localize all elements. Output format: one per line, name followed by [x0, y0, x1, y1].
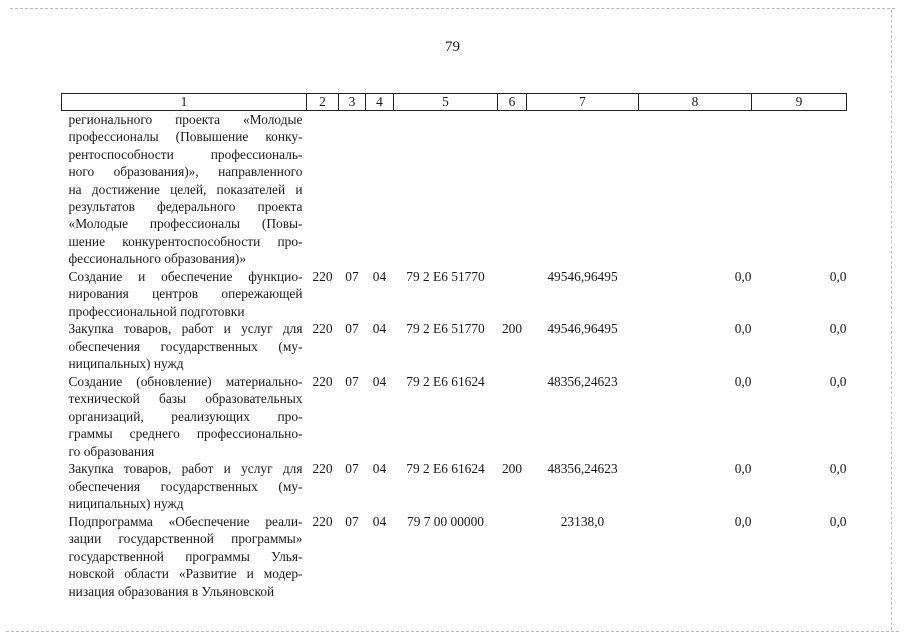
cell-expense-type: [498, 111, 527, 268]
description-line: рентоспособности профессиональ-: [68, 146, 303, 162]
cell-section: 07: [345, 513, 359, 529]
column-header: 8: [639, 94, 752, 111]
cell-amount-2023: 0,0: [829, 374, 847, 390]
cell-amount-2023: 0,0: [829, 321, 847, 337]
column-header: 1: [62, 94, 307, 111]
cell-target-item: 79 2 E6 51770: [406, 268, 485, 284]
description-line: фессионального образования)»: [68, 251, 247, 267]
description-line: организаций, реализующих про-: [68, 408, 303, 424]
description-line: профессиональной подготовки: [68, 303, 245, 319]
cell-expense-type: 200: [501, 321, 523, 337]
column-header: 2: [307, 94, 339, 111]
description-line: зации государственной программы»: [68, 531, 303, 547]
column-header: 3: [339, 94, 366, 111]
description-line: низация образования в Ульяновской: [68, 583, 275, 599]
cell-amount-2023: [752, 111, 847, 268]
cell-subsection: 04: [372, 513, 387, 529]
column-header: 7: [527, 94, 639, 111]
description-line: на достижение целей, показателей и: [68, 181, 303, 197]
row-description: [62, 373, 307, 460]
row-description: [62, 320, 307, 373]
cell-chapter: [307, 111, 339, 268]
budget-table: [61, 93, 847, 600]
cell-chapter: 220: [312, 461, 333, 477]
description-line: обеспечения государственных (му-: [68, 338, 303, 354]
cell-amount-2023: 0,0: [829, 268, 847, 284]
column-header: 4: [366, 94, 394, 111]
cell-amount-2023: 0,0: [829, 461, 847, 477]
cell-subsection: [366, 111, 394, 268]
cell-target-item: [394, 111, 498, 268]
description-line: новской области «Развитие и модер-: [68, 566, 303, 582]
cell-amount-2021: 49546,96495: [547, 321, 618, 337]
page-number: 79: [445, 39, 460, 55]
table-row: [62, 111, 847, 268]
cell-amount-2021: [527, 111, 639, 268]
cell-section: [339, 111, 366, 268]
cell-chapter: 220: [312, 513, 333, 529]
cell-subsection: 04: [372, 268, 387, 284]
cell-target-item: 79 7 00 00000: [407, 513, 484, 529]
table-row: [62, 373, 847, 460]
page-border-right: [891, 10, 892, 630]
cell-amount-2021: 23138,0: [560, 513, 605, 529]
description-line: Создание и обеспечение функцио-: [68, 268, 303, 284]
description-line: ниципальных) нужд: [68, 496, 184, 512]
description-line: Подпрограмма «Обеспечение реали-: [68, 513, 303, 529]
description-line: технической базы образовательных: [68, 391, 303, 407]
cell-amount-2022: 0,0: [734, 374, 752, 390]
cell-amount-2022: 0,0: [734, 513, 752, 529]
table-row: [62, 513, 847, 600]
column-header: 9: [752, 94, 847, 111]
cell-chapter: 220: [312, 321, 333, 337]
description-line: результатов федерального проекта: [68, 198, 303, 214]
cell-subsection: 04: [372, 461, 387, 477]
page-border-bottom: [6, 631, 899, 632]
cell-section: 07: [345, 268, 359, 284]
cell-target-item: 79 2 E6 61624: [406, 374, 485, 390]
cell-target-item: 79 2 E6 51770: [406, 321, 485, 337]
description-line: ниципальных) нужд: [68, 356, 184, 372]
cell-amount-2022: [639, 111, 752, 268]
cell-amount-2022: 0,0: [734, 321, 752, 337]
row-description: [62, 513, 307, 600]
cell-amount-2022: 0,0: [734, 461, 752, 477]
description-line: ного образования)», направленного: [68, 164, 303, 180]
description-line: Закупка товаров, работ и услуг для: [68, 321, 303, 337]
cell-amount-2021: 49546,96495: [547, 268, 618, 284]
cell-section: 07: [345, 461, 359, 477]
cell-section: 07: [345, 374, 359, 390]
cell-amount-2023: 0,0: [829, 513, 847, 529]
row-description: [62, 111, 307, 268]
table-row: [62, 460, 847, 513]
cell-expense-type: [498, 373, 527, 460]
description-line: государственной программы Улья-: [68, 548, 303, 564]
cell-expense-type: 200: [501, 461, 523, 477]
table-row: [62, 320, 847, 373]
cell-chapter: 220: [312, 268, 333, 284]
cell-target-item: 79 2 E6 61624: [406, 461, 485, 477]
cell-expense-type: [498, 513, 527, 600]
description-line: профессионалы (Повышение конку-: [68, 129, 303, 145]
table-header-row: [62, 94, 847, 111]
column-header: 5: [394, 94, 498, 111]
cell-amount-2022: 0,0: [734, 268, 752, 284]
column-header: 6: [498, 94, 527, 111]
row-description: [62, 268, 307, 321]
description-line: граммы среднего профессионально-: [68, 426, 303, 442]
description-line: Закупка товаров, работ и услуг для: [68, 461, 303, 477]
page-border-top: [10, 8, 895, 9]
cell-amount-2021: 48356,24623: [547, 461, 618, 477]
cell-section: 07: [345, 321, 359, 337]
description-line: шение конкурентоспособности про-: [68, 233, 303, 249]
cell-amount-2021: 48356,24623: [547, 374, 618, 390]
description-line: Создание (обновление) материально-: [68, 374, 303, 390]
row-description: [62, 460, 307, 513]
description-line: обеспечения государственных (му-: [68, 478, 303, 494]
cell-subsection: 04: [372, 321, 387, 337]
description-line: регионального проекта «Молодые: [68, 112, 303, 127]
cell-subsection: 04: [372, 374, 387, 390]
description-line: «Молодые профессионалы (Повы-: [68, 216, 303, 232]
cell-chapter: 220: [312, 374, 333, 390]
description-line: го образования: [68, 443, 155, 459]
table-row: [62, 268, 847, 321]
cell-expense-type: [498, 268, 527, 321]
description-line: нирования центров опережающей: [68, 286, 303, 302]
